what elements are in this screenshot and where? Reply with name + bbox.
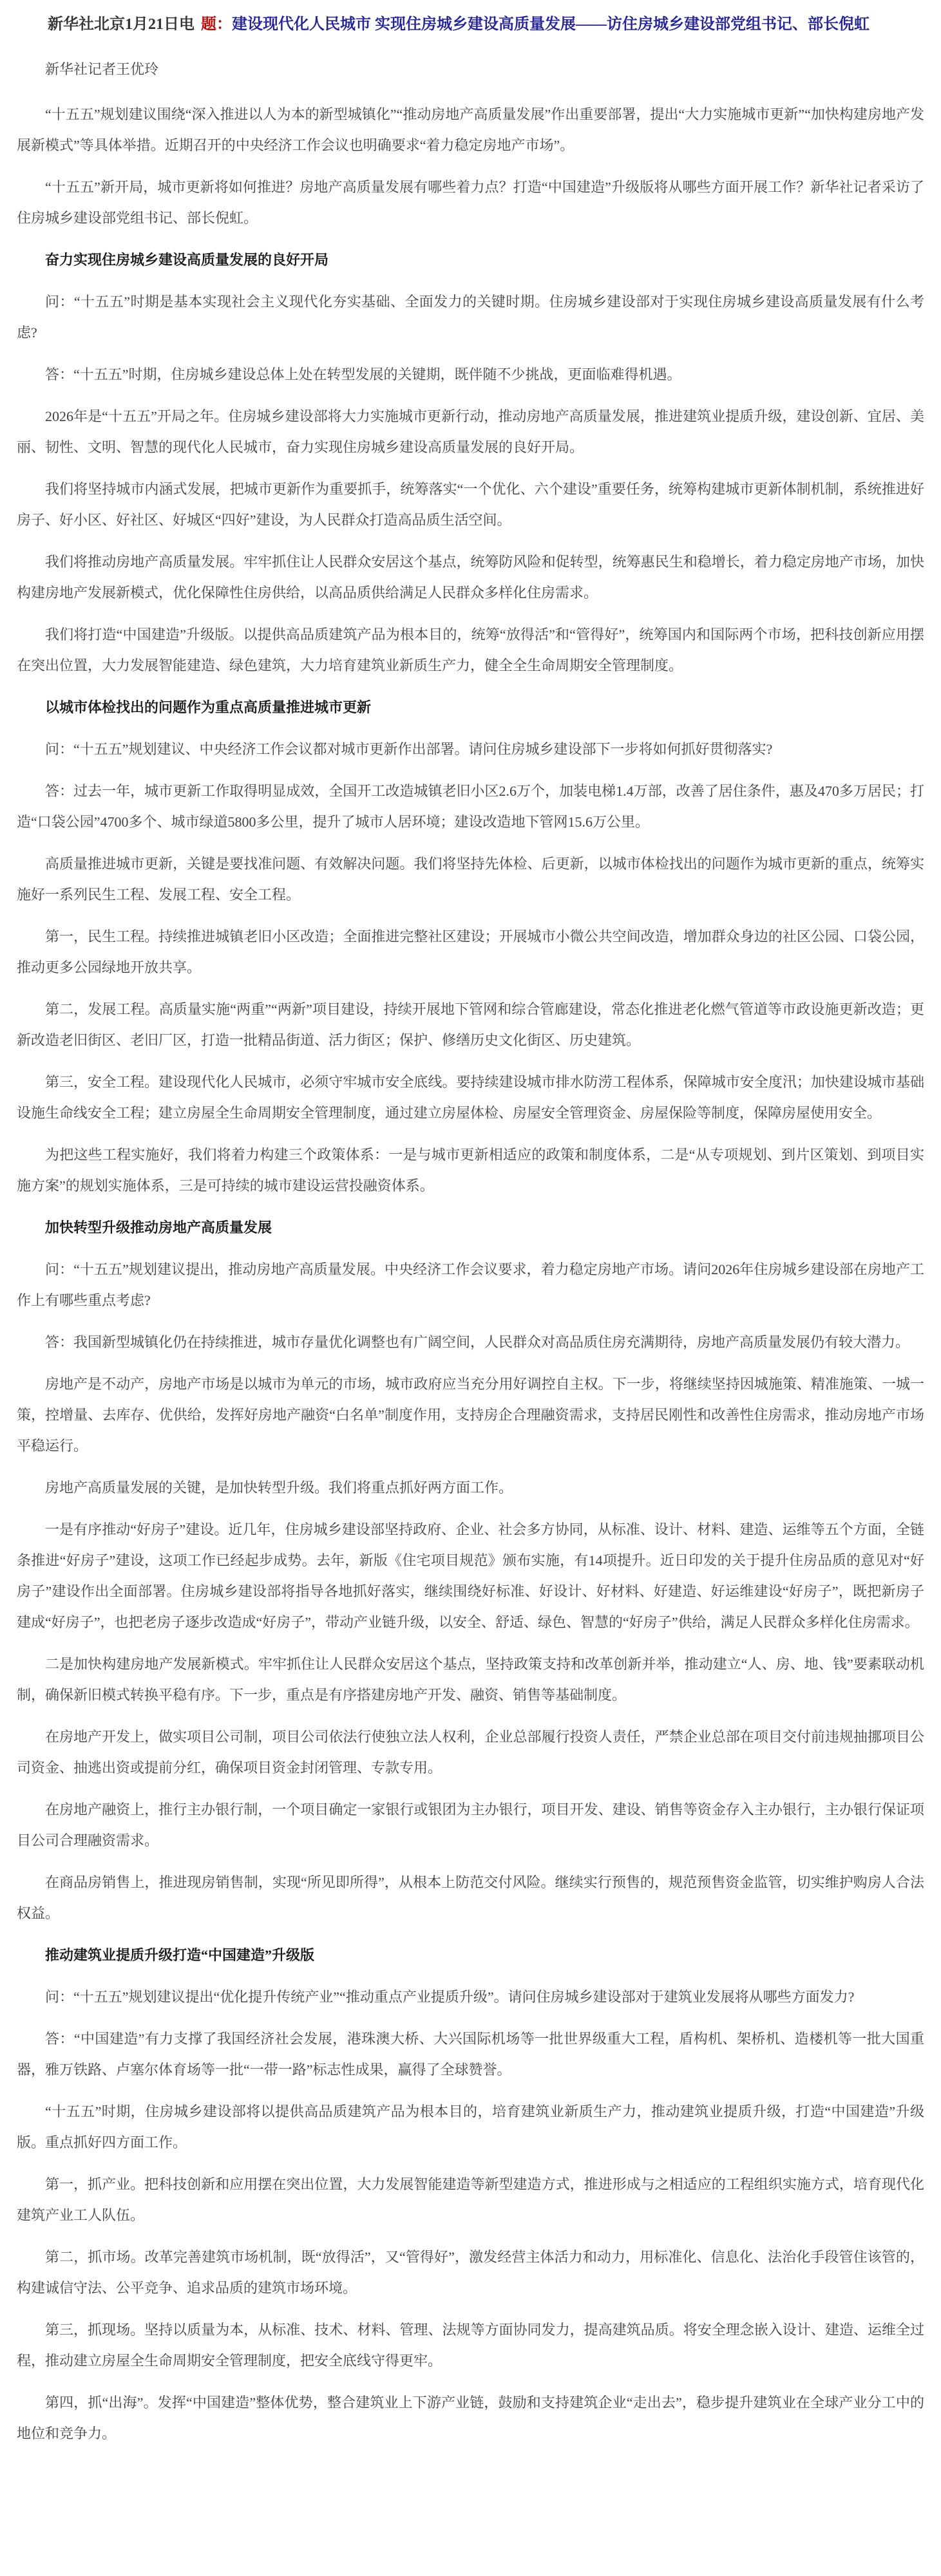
paragraph: 答：“中国建造”有力支撑了我国经济社会发展，港珠澳大桥、大兴国际机场等一批世界级重大工程，盾构机、架桥机、造楼机等一批大国重器，雅万铁路、卢塞尔体育场等一批“一带一路”标志性成果，赢得了全球赞誉。 [17, 2031, 924, 2078]
paragraph: 一是有序推动“好房子”建设。近几年，住房城乡建设部坚持政府、企业、社会多方协同，从标准、设计、材料、建造、运维等五个方面，全链条推进“好房子”建设，这项工作已经起步成势。去年，新版《住宅项目规范》颁布实施，有14项提升。近日印发的关于提升住房品质的意见对“好房子”建设作出全面部署。住房城乡建设部将指导各地抓好落实，继续围绕好标准、好设计、好材料、好建造、好运维建设“好房子”，既把新房子建成“好房子”，也把老房子逐步改造成“好房子”，带动产业链升级，以安全、舒适、绿色、智慧的“好房子”供给，满足人民群众多样化住房需求。 [17, 1521, 924, 1630]
title-label: 题： [201, 16, 232, 33]
paragraph: 第四，抓“出海”。发挥“中国建造”整体优势，整合建筑业上下游产业链，鼓励和支持建筑企业“走出去”，稳步提升建筑业在全球产业分工中的地位和竞争力。 [17, 2394, 924, 2441]
paragraph: 问：“十五五”规划建议提出“优化提升传统产业”“推动重点产业提质升级”。请问住房城乡建设部对于建筑业发展将从哪些方面发力? [45, 1989, 855, 2005]
paragraph: 第三，安全工程。建设现代化人民城市，必须守牢城市安全底线。要持续建设城市排水防涝工程体系，保障城市安全度汛；加快建设城市基础设施生命线安全工程；建立房屋全生命周期安全管理制度，通过建立房屋体检、房屋安全管理资金、房屋保险等制度，保障房屋使用安全。 [17, 1074, 924, 1121]
paragraph: 在房地产开发上，做实项目公司制，项目公司依法行使独立法人权利，企业总部履行投资人责任，严禁企业总部在项目交付前违规抽挪项目公司资金、抽逃出资或提前分红，确保项目资金封闭管理、专款专用。 [17, 1729, 924, 1776]
paragraph: 在房地产融资上，推行主办银行制，一个项目确定一家银行或银团为主办银行，项目开发、建设、销售等资金存入主办银行，主办银行保证项目公司合理融资需求。 [17, 1801, 924, 1848]
paragraph: 二是加快构建房地产发展新模式。牢牢抓住让人民群众安居这个基点，坚持政策支持和改革创新并举，推动建立“人、房、地、钱”要素联动机制，确保新旧模式转换平稳有序。下一步，重点是有序搭建房地产开发、融资、销售等基础制度。 [17, 1656, 924, 1703]
section-heading: 推动建筑业提质升级打造“中国建造”升级版 [45, 1947, 315, 1963]
paragraph: 答：“十五五”时期，住房城乡建设总体上处在转型发展的关键期，既伴随不少挑战，更面临难得机遇。 [45, 366, 681, 382]
section-heading: 以城市体检找出的问题作为重点高质量推进城市更新 [45, 699, 372, 715]
paragraph: 为把这些工程实施好，我们将着力构建三个政策体系：一是与城市更新相适应的政策和制度体系，二是“从专项规划、到片区策划、到项目实施方案”的规划实施体系，三是可持续的城市建设运营投融资体系。 [17, 1147, 924, 1194]
paragraph: 问：“十五五”规划建议提出，推动房地产高质量发展。中央经济工作会议要求，着力稳定房地产市场。请问2026年住房城乡建设部在房地产工作上有哪些重点考虑? [17, 1261, 924, 1308]
paragraph: 第一，民生工程。持续推进城镇老旧小区改造；全面推进完整社区建设；开展城市小微公共空间改造，增加群众身边的社区公园、口袋公园，推动更多公园绿地开放共享。 [17, 928, 924, 975]
paragraph: “十五五”规划建议围绕“深入推进以人为本的新型城镇化”“推动房地产高质量发展”作出重要部署，提出“大力实施城市更新”“加快构建房地产发展新模式”等具体举措。近期召开的中央经济工作会议也明确要求“着力稳定房地产市场”。 [17, 106, 924, 153]
paragraph: 第二，抓市场。改革完善建筑市场机制，既“放得活”，又“管得好”，激发经营主体活力和动力，用标准化、信息化、法治化手段管住该管的，构建诚信守法、公平竞争、追求品质的建筑市场环境。 [17, 2249, 924, 2296]
paragraph: 第一，抓产业。把科技创新和应用摆在突出位置，大力发展智能建造等新型建造方式，推进形成与之相适应的工程组织实施方式，培育现代化建筑产业工人队伍。 [17, 2176, 924, 2223]
byline: 新华社记者王优玲 [45, 61, 159, 77]
paragraph: 我们将推动房地产高质量发展。牢牢抓住让人民群众安居这个基点，统筹防风险和促转型，统筹惠民生和稳增长，着力稳定房地产市场，加快构建房地产发展新模式，优化保障性住房供给，以高品质供给满足人民群众多样化住房需求。 [17, 554, 924, 601]
paragraph: 在商品房销售上，推进现房销售制，实现“所见即所得”，从根本上防范交付风险。继续实行预售的，规范预售资金监管，切实维护购房人合法权益。 [17, 1874, 924, 1921]
article-body [17, 99, 924, 2449]
paragraph: 第二，发展工程。高质量实施“两重”“两新”项目建设，持续开展地下管网和综合管廊建设，常态化推进老化燃气管道等市政设施更新改造；更新改造老旧街区、老旧厂区，打造一批精品街道、活力街区；保护、修缮历史文化街区、历史建筑。 [17, 1001, 924, 1048]
paragraph: 我们将打造“中国建造”升级版。以提供高品质建筑产品为根本目的，统筹“放得活”和“管得好”，统筹国内和国际两个市场，把科技创新应用摆在突出位置，大力发展智能建造、绿色建筑，大力培育建筑业新质生产力，健全全生命周期安全管理制度。 [17, 626, 924, 673]
paragraph: 房地产是不动产，房地产市场是以城市为单元的市场，城市政府应当充分用好调控自主权。下一步，将继续坚持因城施策、精准施策、一城一策，控增量、去库存、优供给，发挥好房地产融资“白名单”制度作用，支持房企合理融资需求，支持居民刚性和改善性住房需求，推动房地产市场平稳运行。 [17, 1376, 924, 1454]
paragraph: 答：过去一年，城市更新工作取得明显成效，全国开工改造城镇老旧小区2.6万个，加装电梯1.4万部，改善了居住条件，惠及470多万居民；打造“口袋公园”4700多个、城市绿道5800多公里，提升了城市人居环境；建设改造地下管网15.6万公里。 [17, 783, 924, 830]
title-text: 建设现代化人民城市 实现住房城乡建设高质量发展——访住房城乡建设部党组书记、部长倪虹 [232, 16, 870, 33]
paragraph: “十五五”新开局，城市更新将如何推进？房地产高质量发展有哪些着力点？打造“中国建造”升级版将从哪些方面开展工作？新华社记者采访了住房城乡建设部党组书记、部长倪虹。 [17, 179, 924, 226]
paragraph: 问：“十五五”规划建议、中央经济工作会议都对城市更新作出部署。请问住房城乡建设部下一步将如何抓好贯彻落实? [45, 741, 773, 757]
section-heading: 奋力实现住房城乡建设高质量发展的良好开局 [45, 252, 329, 268]
dateline: 新华社北京1月21日电 [48, 16, 195, 33]
paragraph: 第三，抓现场。坚持以质量为本，从标准、技术、材料、管理、法规等方面协同发力，提高建筑品质。将安全理念嵌入设计、建造、运维全过程，推动建立房屋全生命周期安全管理制度，把安全底线守得更牢。 [17, 2322, 924, 2369]
paragraph: 2026年是“十五五”开局之年。住房城乡建设部将大力实施城市更新行动，推动房地产高质量发展，推进建筑业提质升级，建设创新、宜居、美丽、韧性、文明、智慧的现代化人民城市，奋力实现住房城乡建设高质量发展的良好开局。 [17, 408, 924, 455]
article-title [17, 9, 924, 40]
paragraph: 我们将坚持城市内涵式发展，把城市更新作为重要抓手，统筹落实“一个优化、六个建设”重要任务，统筹构建城市更新体制机制，系统推进好房子、好小区、好社区、好城区“四好”建设，为人民群众打造高品质生活空间。 [17, 481, 924, 528]
paragraph: 问：“十五五”时期是基本实现社会主义现代化夯实基础、全面发力的关键时期。住房城乡建设部对于实现住房城乡建设高质量发展有什么考虑? [17, 294, 924, 341]
paragraph: “十五五”时期，住房城乡建设部将以提供高品质建筑产品为根本目的，培育建筑业新质生产力，推动建筑业提质升级，打造“中国建造”升级版。重点抓好四方面工作。 [17, 2103, 924, 2150]
paragraph: 答：我国新型城镇化仍在持续推进，城市存量优化调整也有广阔空间，人民群众对高品质住房充满期待，房地产高质量发展仍有较大潜力。 [45, 1334, 910, 1350]
section-heading: 加快转型升级推动房地产高质量发展 [45, 1219, 272, 1236]
paragraph: 房地产高质量发展的关键，是加快转型升级。我们将重点抓好两方面工作。 [45, 1480, 513, 1496]
paragraph: 高质量推进城市更新，关键是要找准问题、有效解决问题。我们将坚持先体检、后更新，以城市体检找出的问题作为城市更新的重点，统筹实施好一系列民生工程、发展工程、安全工程。 [17, 856, 924, 903]
